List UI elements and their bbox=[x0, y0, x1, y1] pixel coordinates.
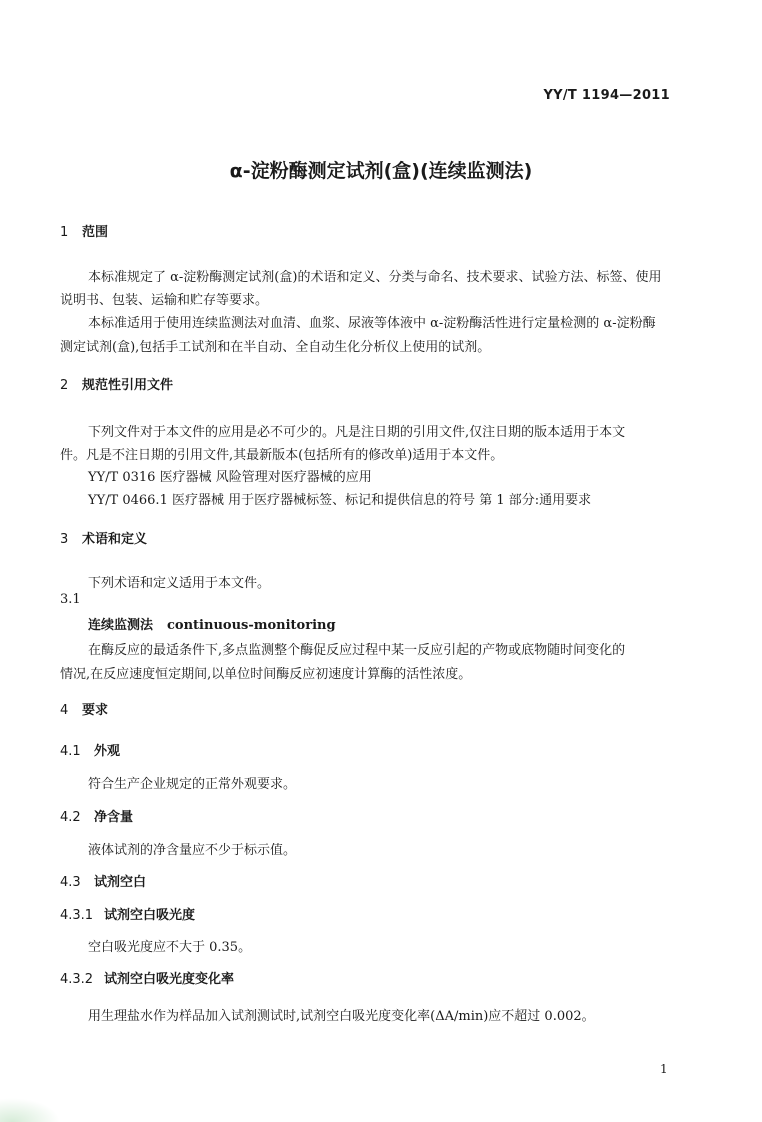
section-title: 术语和定义 bbox=[82, 532, 148, 547]
paragraph-line: 下列文件对于本文件的应用是必不可少的。凡是注日期的引用文件,仅注日期的版本适用于本文 bbox=[88, 425, 626, 440]
subsection-4-1-heading bbox=[60, 740, 120, 759]
term-entry bbox=[88, 614, 336, 633]
paragraph-line: 用生理盐水作为样品加入试剂测试时,试剂空白吸光度变化率(ΔA/min)应不超过 0.002。 bbox=[88, 1009, 595, 1024]
scan-smudge bbox=[0, 1098, 60, 1122]
paragraph-line: 测定试剂(盒),包括手工试剂和在半自动、全自动生化分析仪上使用的试剂。 bbox=[60, 340, 491, 355]
subsection-number: 4.1 bbox=[60, 744, 81, 759]
document-title: α-淀粉酶测定试剂(盒)(连续监测法) bbox=[229, 160, 533, 182]
subsection-4-3-1-heading bbox=[60, 904, 195, 923]
subsection-number: 4.3.2 bbox=[60, 972, 94, 987]
subsection-title: 试剂空白 bbox=[94, 875, 147, 890]
section-title: 规范性引用文件 bbox=[82, 378, 174, 393]
paragraph-line: 符合生产企业规定的正常外观要求。 bbox=[88, 777, 297, 792]
paragraph-line: 液体试剂的净含量应不少于标示值。 bbox=[88, 843, 297, 858]
section-title: 范围 bbox=[82, 225, 109, 240]
term-english: continuous-monitoring bbox=[167, 618, 336, 633]
paragraph-line: 本标准适用于使用连续监测法对血清、血浆、尿液等体液中 α-淀粉酶活性进行定量检测的 α-淀粉酶 bbox=[88, 316, 656, 331]
paragraph-line: 下列术语和定义适用于本文件。 bbox=[88, 576, 271, 591]
term-chinese: 连续监测法 bbox=[88, 618, 154, 633]
paragraph-line: 件。凡是不注日期的引用文件,其最新版本(包括所有的修改单)适用于本文件。 bbox=[60, 448, 504, 463]
subsection-4-2-heading bbox=[60, 806, 133, 825]
section-3-heading bbox=[60, 528, 147, 547]
section-4-heading bbox=[60, 699, 108, 718]
subsection-title: 净含量 bbox=[94, 810, 134, 825]
reference-item: YY/T 0466.1 医疗器械 用于医疗器械标签、标记和提供信息的符号 第 1 部分:通用要求 bbox=[88, 493, 592, 508]
section-number: 4 bbox=[60, 703, 69, 718]
section-number: 1 bbox=[60, 225, 69, 240]
subsection-number: 4.2 bbox=[60, 810, 81, 825]
reference-item: YY/T 0316 医疗器械 风险管理对医疗器械的应用 bbox=[88, 470, 372, 485]
subsection-4-3-2-heading bbox=[60, 968, 234, 987]
section-2-heading bbox=[60, 374, 173, 393]
paragraph-line: 说明书、包装、运输和贮存等要求。 bbox=[60, 293, 269, 308]
subsection-title: 试剂空白吸光度 bbox=[104, 908, 196, 923]
subsection-number: 4.3.1 bbox=[60, 908, 94, 923]
subsection-number: 4.3 bbox=[60, 875, 81, 890]
subsection-title: 试剂空白吸光度变化率 bbox=[104, 972, 235, 987]
paragraph-line: 在酶反应的最适条件下,多点监测整个酶促反应过程中某一反应引起的产物或底物随时间变化的 bbox=[88, 643, 626, 658]
section-1-heading bbox=[60, 221, 108, 240]
section-title: 要求 bbox=[82, 703, 109, 718]
standard-number: YY/T 1194—2011 bbox=[543, 88, 670, 103]
subsection-4-3-heading bbox=[60, 871, 146, 890]
paragraph-line: 空白吸光度应不大于 0.35。 bbox=[88, 940, 252, 955]
paragraph-line: 情况,在反应速度恒定期间,以单位时间酶反应初速度计算酶的活性浓度。 bbox=[60, 667, 472, 682]
page-number: 1 bbox=[660, 1062, 668, 1076]
term-number: 3.1 bbox=[60, 592, 81, 607]
subsection-title: 外观 bbox=[94, 744, 121, 759]
section-number: 3 bbox=[60, 532, 69, 547]
paragraph-line: 本标准规定了 α-淀粉酶测定试剂(盒)的术语和定义、分类与命名、技术要求、试验方法、标签、使用 bbox=[88, 270, 662, 285]
section-number: 2 bbox=[60, 378, 69, 393]
